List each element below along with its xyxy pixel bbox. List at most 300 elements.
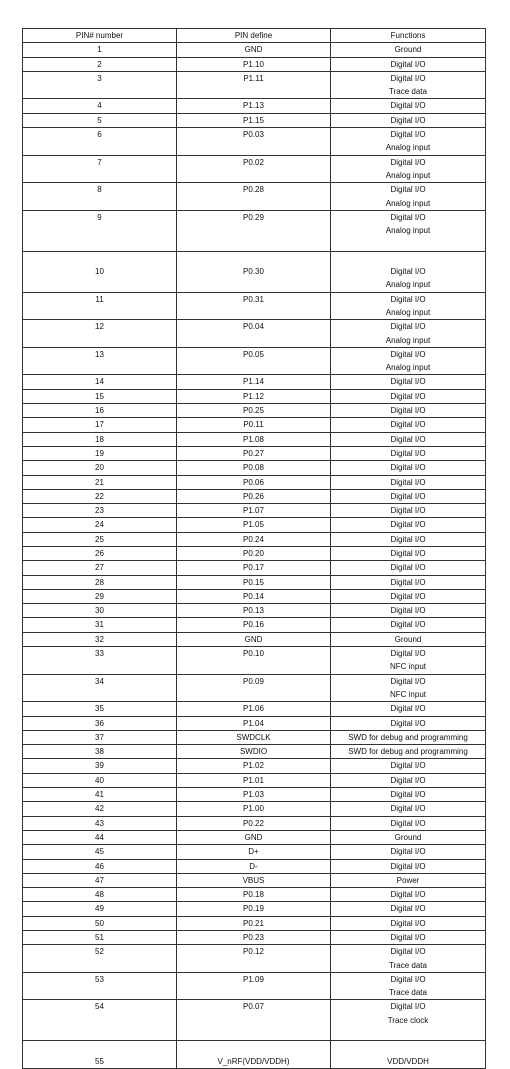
function-line: NFC input: [389, 689, 426, 699]
pin-number: 24: [95, 520, 104, 530]
functions-cell: [331, 716, 486, 730]
table-row: [23, 320, 486, 348]
pin-number-cell: [23, 632, 177, 646]
pin-define: P0.26: [243, 491, 264, 501]
pin-number-cell: [23, 788, 177, 802]
function-line: Digital I/O: [390, 434, 426, 444]
pin-define-cell: [177, 702, 331, 716]
pin-number-cell: [23, 57, 177, 71]
function-line: Analog input: [385, 363, 431, 373]
functions-cell: [331, 802, 486, 816]
function-line: Digital I/O: [390, 101, 426, 111]
table-header: [23, 29, 486, 43]
pin-define: P1.03: [243, 790, 264, 800]
pin-number-cell: [23, 1000, 177, 1041]
pin-define-cell: [177, 183, 331, 211]
pin-define-cell: [177, 446, 331, 460]
functions-cell: [331, 845, 486, 859]
pin-number-cell: [23, 647, 177, 675]
pin-define: P0.21: [243, 918, 264, 928]
function-line: Digital I/O: [390, 267, 426, 277]
function-line: Digital I/O: [390, 904, 426, 914]
table-row: [23, 347, 486, 375]
functions-cell: [331, 210, 486, 251]
function-line: Digital I/O: [390, 861, 426, 871]
pin-number-cell: [23, 945, 177, 973]
function-line: Digital I/O: [390, 406, 426, 416]
table-row: [23, 816, 486, 830]
pin-define-cell: [177, 418, 331, 432]
pin-define: P0.05: [243, 349, 264, 359]
pin-define-cell: [177, 773, 331, 787]
functions-cell: [331, 745, 486, 759]
pin-define-cell: [177, 475, 331, 489]
pin-number: 9: [97, 212, 102, 222]
pin-define-cell: [177, 210, 331, 251]
function-line: Digital I/O: [390, 448, 426, 458]
pin-define-cell: [177, 845, 331, 859]
pin-define: P0.22: [243, 818, 264, 828]
table-row: [23, 945, 486, 973]
functions-cell: [331, 830, 486, 844]
functions-cell: [331, 461, 486, 475]
pin-define: P1.04: [243, 718, 264, 728]
table-row: [23, 773, 486, 787]
pin-number: 17: [95, 420, 104, 430]
pin-number-cell: [23, 418, 177, 432]
pin-number: 4: [97, 101, 102, 111]
function-line: Analog input: [385, 143, 431, 153]
pin-number: 50: [95, 918, 104, 928]
pin-define: P1.10: [243, 59, 264, 69]
pin-define: P0.07: [243, 1002, 264, 1012]
pin-number: 29: [95, 591, 104, 601]
table-row: [23, 618, 486, 632]
table-row: [23, 389, 486, 403]
pin-define: P1.14: [243, 377, 264, 387]
function-line: Digital I/O: [390, 59, 426, 69]
pin-number-cell: [23, 251, 177, 292]
pin-define-cell: [177, 128, 331, 156]
pin-number-cell: [23, 575, 177, 589]
pin-define-cell: [177, 916, 331, 930]
pin-define-cell: [177, 43, 331, 57]
table-row: [23, 475, 486, 489]
spacer: [177, 1041, 330, 1054]
function-line: Ground: [394, 832, 422, 842]
pin-define: VBUS: [242, 875, 265, 885]
functions-cell: [331, 916, 486, 930]
table-row: [23, 916, 486, 930]
function-line: Digital I/O: [390, 974, 426, 984]
function-line: Digital I/O: [390, 73, 426, 83]
functions-cell: [331, 931, 486, 945]
pin-number-cell: [23, 155, 177, 183]
pin-define: D+: [248, 847, 259, 857]
spacer: [23, 1041, 176, 1054]
pin-define: P1.07: [243, 506, 264, 516]
pin-define: GND: [244, 45, 263, 55]
function-line: Analog input: [385, 280, 431, 290]
pin-define-cell: [177, 802, 331, 816]
pin-define: P0.06: [243, 477, 264, 487]
pin-number: 39: [95, 761, 104, 771]
pin-define: P0.03: [243, 130, 264, 140]
pin-number-cell: [23, 1041, 177, 1069]
table-row: [23, 183, 486, 211]
header-pin-number: PIN# number: [23, 29, 177, 43]
pin-define: P0.23: [243, 933, 264, 942]
pin-number-cell: [23, 546, 177, 560]
pin-number: 13: [95, 349, 104, 359]
pin-number: 12: [95, 322, 104, 332]
functions-cell: [331, 320, 486, 348]
table-row: [23, 489, 486, 503]
pin-define-cell: [177, 375, 331, 389]
pin-number-cell: [23, 674, 177, 702]
pin-number: 1: [97, 45, 102, 55]
pin-number-cell: [23, 532, 177, 546]
pin-define: SWDCLK: [236, 732, 271, 742]
table-row: [23, 532, 486, 546]
functions-cell: [331, 632, 486, 646]
pin-number: 35: [95, 704, 104, 714]
pin-define-cell: [177, 972, 331, 1000]
functions-cell: [331, 972, 486, 1000]
function-line: Digital I/O: [390, 115, 426, 125]
function-line: Analog input: [385, 226, 431, 236]
functions-cell: [331, 375, 486, 389]
pin-define-cell: [177, 292, 331, 320]
function-line: Digital I/O: [390, 520, 426, 530]
functions-cell: [331, 389, 486, 403]
pin-number: 6: [97, 130, 102, 140]
pin-number-cell: [23, 446, 177, 460]
pin-number-cell: [23, 489, 177, 503]
pin-number-cell: [23, 347, 177, 375]
functions-cell: [331, 859, 486, 873]
pin-define: P0.31: [243, 294, 264, 304]
pin-define-cell: [177, 618, 331, 632]
pin-define: SWDIO: [239, 747, 268, 757]
functions-cell: [331, 788, 486, 802]
pin-define: P0.27: [243, 448, 264, 458]
functions-cell: [331, 730, 486, 744]
pin-number: 26: [95, 548, 104, 558]
function-line: Digital I/O: [390, 577, 426, 587]
pin-number-cell: [23, 888, 177, 902]
pin-number: 43: [95, 818, 104, 828]
table-row: [23, 546, 486, 560]
pin-number: 21: [95, 477, 104, 487]
table-row: [23, 292, 486, 320]
table-row: [23, 57, 486, 71]
functions-cell: [331, 816, 486, 830]
table-row: [23, 210, 486, 251]
pin-define-cell: [177, 489, 331, 503]
pin-number-cell: [23, 830, 177, 844]
table-row: [23, 802, 486, 816]
pin-define-cell: [177, 945, 331, 973]
pin-define: P1.09: [243, 974, 264, 984]
function-line: Trace data: [389, 988, 427, 998]
pin-define-cell: [177, 873, 331, 887]
pin-number-cell: [23, 931, 177, 945]
pin-define: P0.16: [243, 620, 264, 630]
pin-number-cell: [23, 745, 177, 759]
pin-define-cell: [177, 432, 331, 446]
table-row: [23, 1041, 486, 1069]
function-line: Digital I/O: [390, 534, 426, 544]
function-line: Digital I/O: [390, 391, 426, 401]
function-line: Digital I/O: [390, 130, 426, 140]
function-line: Digital I/O: [390, 918, 426, 928]
pin-define: P1.06: [243, 704, 264, 714]
pin-define-cell: [177, 518, 331, 532]
pin-define-cell: [177, 99, 331, 113]
table-row: [23, 418, 486, 432]
pin-define: P0.09: [243, 676, 264, 686]
function-line: Digital I/O: [390, 704, 426, 714]
pin-number-cell: [23, 43, 177, 57]
pin-define: P1.13: [243, 101, 264, 111]
pin-define-cell: [177, 546, 331, 560]
function-line: Digital I/O: [390, 1002, 426, 1012]
function-line: Digital I/O: [390, 294, 426, 304]
table-row: [23, 99, 486, 113]
function-line: Power: [396, 875, 420, 885]
functions-cell: [331, 902, 486, 916]
pin-number: 41: [95, 790, 104, 800]
table-row: [23, 604, 486, 618]
pin-define-cell: [177, 57, 331, 71]
pin-define: P0.29: [243, 212, 264, 222]
pin-number: 2: [97, 59, 102, 69]
pin-number: 22: [95, 491, 104, 501]
pin-number: 18: [95, 434, 104, 444]
pin-define-cell: [177, 589, 331, 603]
pin-number: 44: [95, 832, 104, 842]
function-line: [331, 1027, 485, 1040]
pin-number: 19: [95, 448, 104, 458]
function-line: Analog input: [385, 198, 431, 208]
function-line: Digital I/O: [390, 506, 426, 516]
function-line: Digital I/O: [390, 477, 426, 487]
table-row: [23, 632, 486, 646]
pin-define-cell: [177, 71, 331, 99]
pin-define-cell: [177, 347, 331, 375]
function-line: Digital I/O: [390, 790, 426, 800]
table-row: [23, 674, 486, 702]
functions-cell: [331, 347, 486, 375]
pin-number-cell: [23, 183, 177, 211]
functions-cell: [331, 489, 486, 503]
pin-define-cell: [177, 902, 331, 916]
function-line: Digital I/O: [390, 649, 426, 659]
function-line: Digital I/O: [390, 676, 426, 686]
pin-define: P1.15: [243, 115, 264, 125]
pin-number: 23: [95, 506, 104, 516]
function-line: Digital I/O: [390, 349, 426, 359]
table-row: [23, 155, 486, 183]
pin-number-cell: [23, 518, 177, 532]
pin-number: 42: [95, 804, 104, 814]
pin-number: 7: [97, 157, 102, 167]
function-line: Digital I/O: [390, 377, 426, 387]
functions-cell: [331, 99, 486, 113]
table-row: [23, 446, 486, 460]
pin-define: P0.17: [243, 563, 264, 573]
pin-number: 46: [95, 861, 104, 871]
pin-define-cell: [177, 859, 331, 873]
pin-define: P0.15: [243, 577, 264, 587]
pin-define: GND: [244, 634, 263, 644]
functions-cell: [331, 71, 486, 99]
table-row: [23, 432, 486, 446]
pin-number: 53: [95, 974, 104, 984]
pin-define: P1.02: [243, 761, 264, 771]
pin-number-cell: [23, 916, 177, 930]
pin-number: 49: [95, 904, 104, 914]
pin-number: 27: [95, 563, 104, 573]
pin-define-cell: [177, 830, 331, 844]
function-line: Analog input: [385, 335, 431, 345]
pin-define: P0.10: [243, 649, 264, 659]
pin-define-cell: [177, 532, 331, 546]
pin-define: GND: [244, 832, 263, 842]
pin-number-cell: [23, 730, 177, 744]
pin-define: P0.30: [243, 267, 264, 277]
function-line: Analog input: [385, 307, 431, 317]
functions-cell: [331, 43, 486, 57]
pin-number-cell: [23, 71, 177, 99]
pin-define-cell: [177, 759, 331, 773]
table-row: [23, 43, 486, 57]
pin-number: 47: [95, 875, 104, 885]
function-line: Digital I/O: [390, 804, 426, 814]
pin-number: 28: [95, 577, 104, 587]
pin-number-cell: [23, 773, 177, 787]
pin-number: 31: [95, 620, 104, 630]
pin-number-cell: [23, 432, 177, 446]
function-line: [331, 1041, 485, 1054]
table-row: [23, 575, 486, 589]
pin-number-cell: [23, 461, 177, 475]
pin-number-cell: [23, 618, 177, 632]
pin-number: 8: [97, 185, 102, 195]
pin-define-cell: [177, 1041, 331, 1069]
table-row: [23, 888, 486, 902]
pin-number-cell: [23, 716, 177, 730]
functions-cell: [331, 618, 486, 632]
pin-define: P1.08: [243, 434, 264, 444]
pin-define-cell: [177, 561, 331, 575]
functions-cell: [331, 418, 486, 432]
pin-number-cell: [23, 859, 177, 873]
function-line: Digital I/O: [390, 847, 426, 857]
function-line: [331, 252, 485, 265]
pin-number: 30: [95, 606, 104, 616]
pin-define-cell: [177, 404, 331, 418]
pin-number-cell: [23, 292, 177, 320]
functions-cell: [331, 773, 486, 787]
spacer: [177, 252, 330, 265]
pin-number-cell: [23, 375, 177, 389]
table-row: [23, 461, 486, 475]
function-line: Digital I/O: [390, 818, 426, 828]
pin-number: 51: [95, 933, 104, 942]
pin-define: P0.19: [243, 904, 264, 914]
pin-number-cell: [23, 802, 177, 816]
pin-number: 20: [95, 463, 104, 473]
pin-number: 45: [95, 847, 104, 857]
function-line: Digital I/O: [390, 420, 426, 430]
table-row: [23, 251, 486, 292]
functions-cell: [331, 251, 486, 292]
functions-cell: [331, 604, 486, 618]
function-line: SWD for debug and programming: [348, 747, 468, 757]
pin-define-cell: [177, 745, 331, 759]
functions-cell: [331, 575, 486, 589]
pin-number: 33: [95, 649, 104, 659]
pin-define: P0.02: [243, 157, 264, 167]
functions-cell: [331, 113, 486, 127]
pin-define: P1.00: [243, 804, 264, 814]
pin-define-cell: [177, 113, 331, 127]
header-functions: Functions: [331, 29, 486, 43]
table-row: [23, 404, 486, 418]
function-line: Trace data: [389, 960, 427, 970]
header-pin-define: PIN define: [177, 29, 331, 43]
pin-number: 25: [95, 534, 104, 544]
pin-define-cell: [177, 931, 331, 945]
table-row: [23, 830, 486, 844]
pin-define: P0.24: [243, 534, 264, 544]
function-line: Digital I/O: [390, 761, 426, 771]
pin-number-cell: [23, 972, 177, 1000]
pin-define: P0.04: [243, 322, 264, 332]
pin-number-cell: [23, 113, 177, 127]
pin-define-cell: [177, 320, 331, 348]
pin-define-cell: [177, 788, 331, 802]
pin-number-cell: [23, 561, 177, 575]
pin-number-cell: [23, 128, 177, 156]
function-line: Digital I/O: [390, 947, 426, 957]
pin-define-cell: [177, 155, 331, 183]
table-row: [23, 1000, 486, 1041]
functions-cell: [331, 292, 486, 320]
functions-cell: [331, 128, 486, 156]
table-row: [23, 71, 486, 99]
function-line: Analog input: [385, 170, 431, 180]
table-row: [23, 859, 486, 873]
pin-define-cell: [177, 632, 331, 646]
pin-define-cell: [177, 888, 331, 902]
functions-cell: [331, 561, 486, 575]
table-row: [23, 759, 486, 773]
functions-cell: [331, 404, 486, 418]
pin-number-cell: [23, 902, 177, 916]
table-row: [23, 873, 486, 887]
function-line: Digital I/O: [390, 606, 426, 616]
pin-number: 55: [95, 1056, 104, 1066]
pin-define: P1.01: [243, 775, 264, 785]
pin-number: 14: [95, 377, 104, 387]
function-line: Digital I/O: [390, 491, 426, 501]
function-line: Trace clock: [387, 1015, 429, 1025]
function-line: Digital I/O: [390, 463, 426, 473]
functions-cell: [331, 504, 486, 518]
